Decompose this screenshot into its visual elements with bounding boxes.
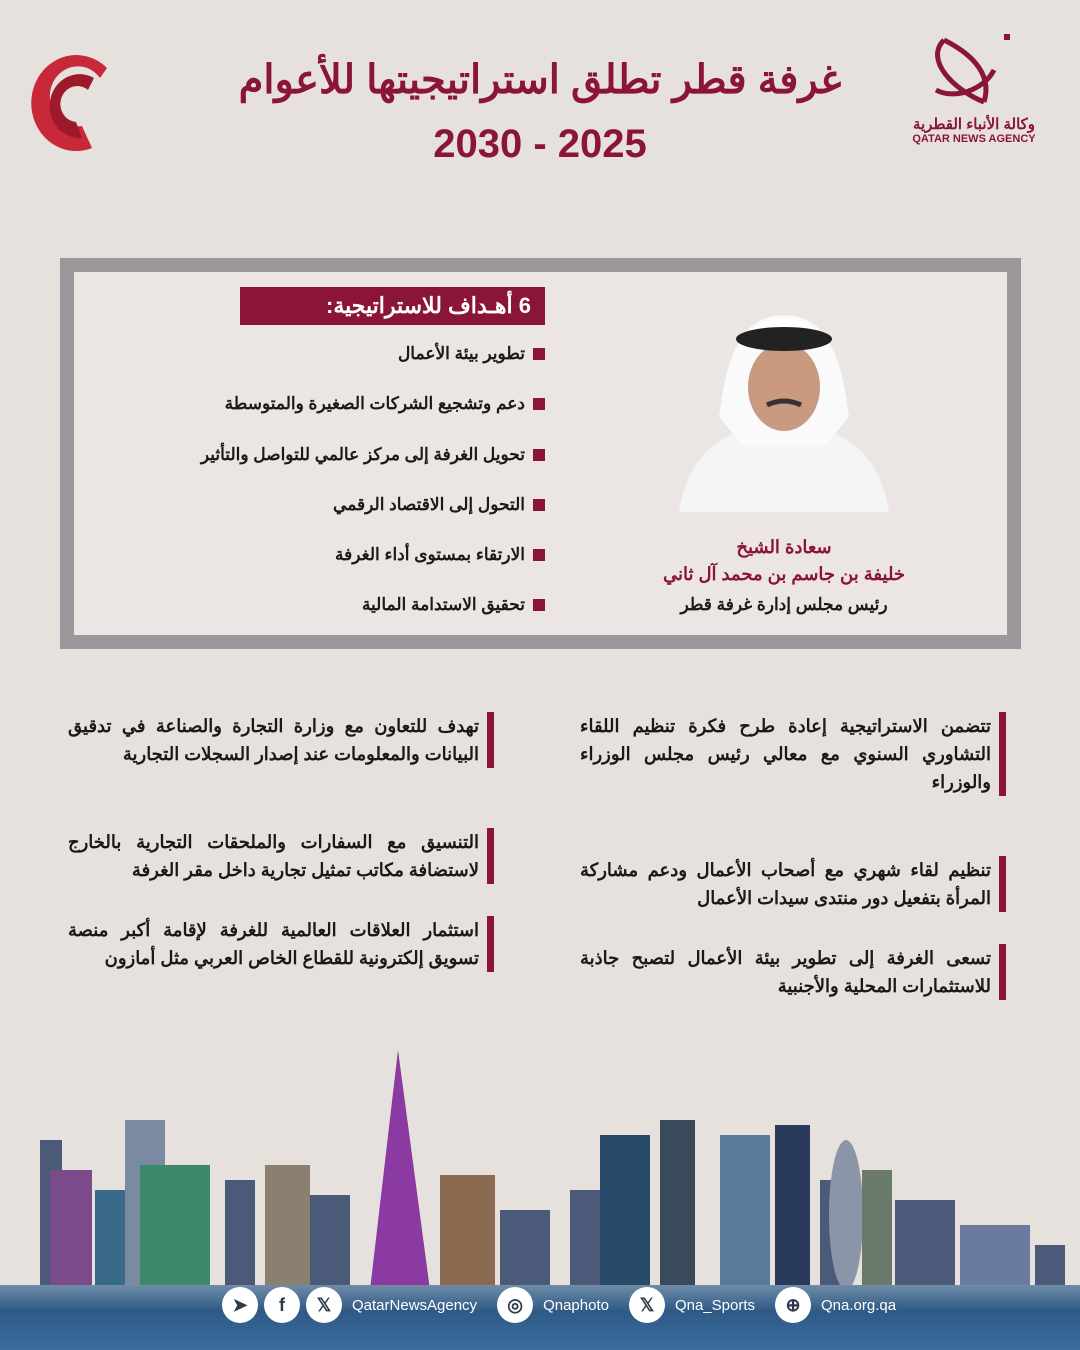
info-paragraph: التنسيق مع السفارات والملحقات التجارية بالخارج لاستضافة مكاتب تمثيل تجارية داخل مقر الغرفة (68, 828, 494, 884)
goal-text: تحقيق الاستدامة المالية (361, 595, 525, 615)
telegram-icon[interactable]: ➤ (222, 1287, 258, 1323)
portrait-photo (659, 297, 909, 512)
bullet-square-icon (533, 599, 545, 611)
page-subtitle-years: 2030 - 2025 (433, 122, 647, 166)
website-link[interactable]: Qna.org.qa (821, 1296, 897, 1314)
goal-item (201, 495, 545, 545)
goals-heading: 6 أهـداف للاستراتيجية: (240, 287, 545, 325)
person-name: خليفة بن جاسم بن محمد آل ثاني (662, 564, 906, 584)
goal-item (201, 445, 545, 495)
bullet-square-icon (533, 348, 545, 360)
person-role: رئيس مجلس إدارة غرفة قطر (680, 595, 888, 614)
goal-text: التحول إلى الاقتصاد الرقمي (333, 494, 525, 514)
info-paragraph: تنظيم لقاء شهري مع أصحاب الأعمال ودعم مشاركة المرأة بتفعيل دور منتدى سيدات الأعمال (580, 856, 1006, 912)
strategy-goals-panel (60, 258, 1021, 649)
globe-icon[interactable]: ⊕ (775, 1287, 811, 1323)
goal-text: دعم وتشجيع الشركات الصغيرة والمتوسطة (224, 394, 525, 414)
x-icon[interactable]: 𝕏 (629, 1287, 665, 1323)
info-paragraph: تتضمن الاستراتيجية إعادة طرح فكرة تنظيم اللقاء التشاوري السنوي مع معالي رئيس مجلس الوزراء والوزراء (580, 712, 1006, 796)
goal-text: الارتقاء بمستوى أداء الغرفة (335, 545, 525, 565)
bullet-square-icon (533, 398, 545, 410)
goal-item (201, 595, 545, 645)
person-caption (634, 534, 934, 622)
qna-logo (904, 30, 1044, 145)
info-paragraph: تهدف للتعاون مع وزارة التجارة والصناعة في تدقيق البيانات والمعلومات عند إصدار السجلات التجارية (68, 712, 494, 768)
instagram-icon[interactable]: ◎ (497, 1287, 533, 1323)
goal-item (201, 545, 545, 595)
info-column-left (68, 712, 494, 972)
goals-list (201, 344, 545, 646)
goal-item (201, 344, 545, 394)
agency-name-en: QATAR NEWS AGENCY (912, 133, 1036, 145)
social-handle[interactable]: QatarNewsAgency (352, 1296, 478, 1314)
social-handle[interactable]: Qna_Sports (674, 1296, 755, 1314)
social-handle[interactable]: Qnaphoto (543, 1296, 609, 1314)
doha-skyline-image (0, 1040, 1080, 1290)
qna-emblem-icon (924, 30, 1024, 106)
page-title: غرفة قطر تطلق استراتيجيتها للأعوام (238, 58, 842, 102)
info-column-right (580, 712, 1006, 1000)
goal-text: تطوير بيئة الأعمال (397, 344, 525, 363)
agency-name-ar: وكالة الأنباء القطرية (912, 116, 1036, 133)
bullet-square-icon (533, 549, 545, 561)
qatar-chamber-logo (22, 48, 122, 154)
info-paragraph: تسعى الغرفة إلى تطوير بيئة الأعمال لتصبح جاذبة للاستثمارات المحلية والأجنبية (580, 944, 1006, 1000)
person-title: سعادة الشيخ (736, 537, 832, 557)
goal-text: تحويل الغرفة إلى مركز عالمي للتواصل والتأثير (200, 444, 525, 464)
info-paragraph: استثمار العلاقات العالمية للغرفة لإقامة أكبر منصة تسويق إلكترونية للقطاع الخاص العربي مثل أمازون (68, 916, 494, 972)
goal-item (201, 394, 545, 444)
x-icon[interactable]: 𝕏 (306, 1287, 342, 1323)
facebook-icon[interactable]: f (264, 1287, 300, 1323)
social-footer (222, 1287, 910, 1323)
bullet-square-icon (533, 499, 545, 511)
bullet-square-icon (533, 449, 545, 461)
